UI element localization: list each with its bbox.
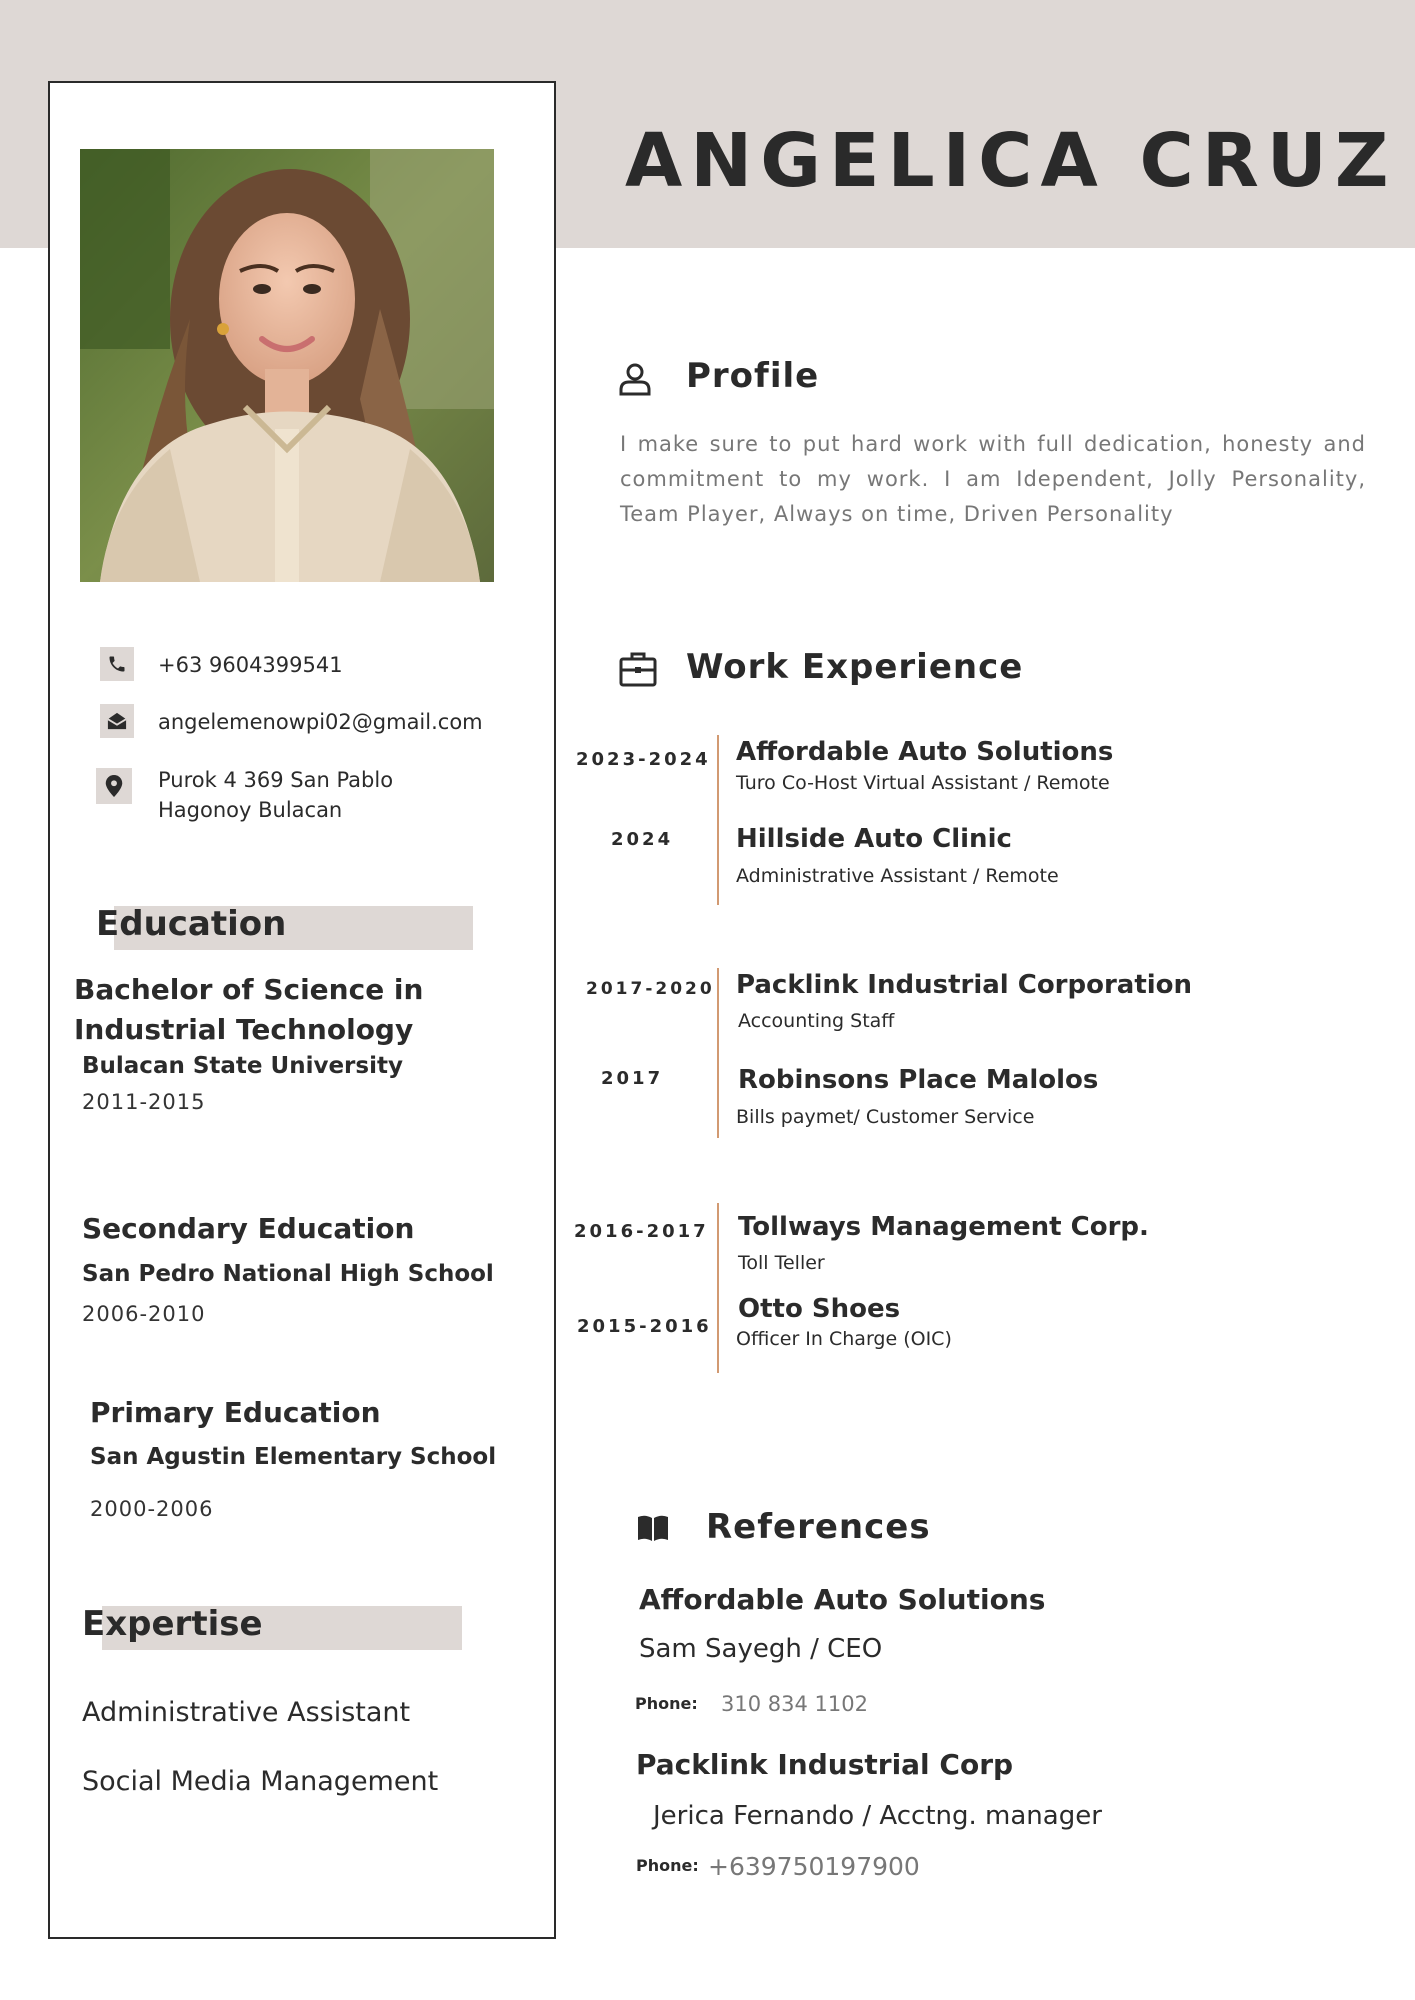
education-years-college: 2011-2015 — [82, 1090, 206, 1114]
work-years: 2017-2020 — [586, 979, 715, 999]
references-heading: References — [706, 1507, 931, 1547]
reference-person: Jerica Fernando / Acctng. manager — [653, 1801, 1102, 1831]
user-icon — [618, 362, 652, 396]
work-years: 2016-2017 — [574, 1221, 709, 1242]
expertise-heading: Expertise — [82, 1604, 263, 1644]
work-years: 2023-2024 — [576, 749, 711, 770]
work-heading: Work Experience — [686, 647, 1024, 687]
expertise-item: Social Media Management — [82, 1766, 439, 1797]
work-company: Otto Shoes — [738, 1294, 901, 1324]
phone-icon — [107, 654, 127, 674]
reference-phone: 310 834 1102 — [721, 1692, 868, 1716]
briefcase-icon — [619, 651, 657, 687]
work-company: Affordable Auto Solutions — [736, 737, 1114, 767]
location-icon-box — [96, 768, 132, 804]
education-years-primary: 2000-2006 — [90, 1497, 214, 1521]
work-years: 2024 — [611, 829, 674, 850]
contact-email[interactable]: angelemenowpi02@gmail.com — [158, 710, 483, 734]
education-school-secondary: San Pedro National High School — [82, 1261, 494, 1287]
contact-address — [158, 765, 428, 825]
education-school-college: Bulacan State University — [82, 1053, 403, 1079]
envelope-icon-box — [100, 704, 134, 738]
work-role: Accounting Staff — [738, 1010, 895, 1032]
education-years-secondary: 2006-2010 — [82, 1302, 206, 1326]
reference-company: Packlink Industrial Corp — [636, 1748, 1014, 1781]
reference-company: Affordable Auto Solutions — [639, 1583, 1046, 1616]
education-degree — [74, 970, 423, 1050]
work-years: 2017 — [601, 1068, 664, 1089]
work-company: Robinsons Place Malolos — [738, 1065, 1099, 1095]
work-company: Packlink Industrial Corporation — [736, 970, 1193, 1000]
open-book-icon — [636, 1513, 670, 1543]
envelope-icon — [106, 711, 128, 731]
address-line-1: Purok 4 369 San Pablo — [158, 768, 394, 792]
contact-phone: +63 9604399541 — [158, 653, 343, 677]
reference-person: Sam Sayegh / CEO — [639, 1634, 883, 1664]
candidate-name: ANGELICA CRUZ — [625, 118, 1397, 204]
reference-phone-label: Phone: — [636, 1856, 699, 1875]
work-role: Administrative Assistant / Remote — [736, 865, 1059, 887]
work-years: 2015-2016 — [577, 1316, 712, 1337]
work-role: Toll Teller — [738, 1252, 825, 1274]
timeline-line — [717, 1203, 719, 1373]
reference-phone-label: Phone: — [635, 1694, 698, 1713]
profile-text: I make sure to put hard work with full dedication, honesty and commitment to my work. I am Idependent, Jolly Personality, Team Player, Always on time, Driven Personality — [620, 432, 1366, 526]
location-pin-icon — [105, 775, 123, 797]
work-company: Hillside Auto Clinic — [736, 824, 1012, 854]
expertise-item: Administrative Assistant — [82, 1697, 411, 1728]
address-line-2: Hagonoy Bulacan — [158, 798, 343, 822]
work-role: Officer In Charge (OIC) — [736, 1328, 952, 1350]
education-heading: Education — [96, 904, 287, 944]
timeline-line — [717, 735, 719, 905]
timeline-line — [717, 968, 719, 1138]
education-primary: Primary Education — [90, 1396, 381, 1429]
degree-line-2: Industrial Technology — [74, 1013, 414, 1046]
work-company: Tollways Management Corp. — [738, 1212, 1149, 1242]
profile-heading: Profile — [686, 356, 820, 396]
profile-photo — [80, 149, 494, 582]
phone-icon-box — [100, 647, 134, 681]
education-school-primary: San Agustin Elementary School — [90, 1444, 497, 1470]
reference-phone: +639750197900 — [708, 1852, 920, 1881]
education-secondary: Secondary Education — [82, 1212, 415, 1245]
degree-line-1: Bachelor of Science in — [74, 973, 424, 1006]
work-role: Bills paymet/ Customer Service — [736, 1106, 1035, 1128]
work-role: Turo Co-Host Virtual Assistant / Remote — [736, 772, 1110, 794]
